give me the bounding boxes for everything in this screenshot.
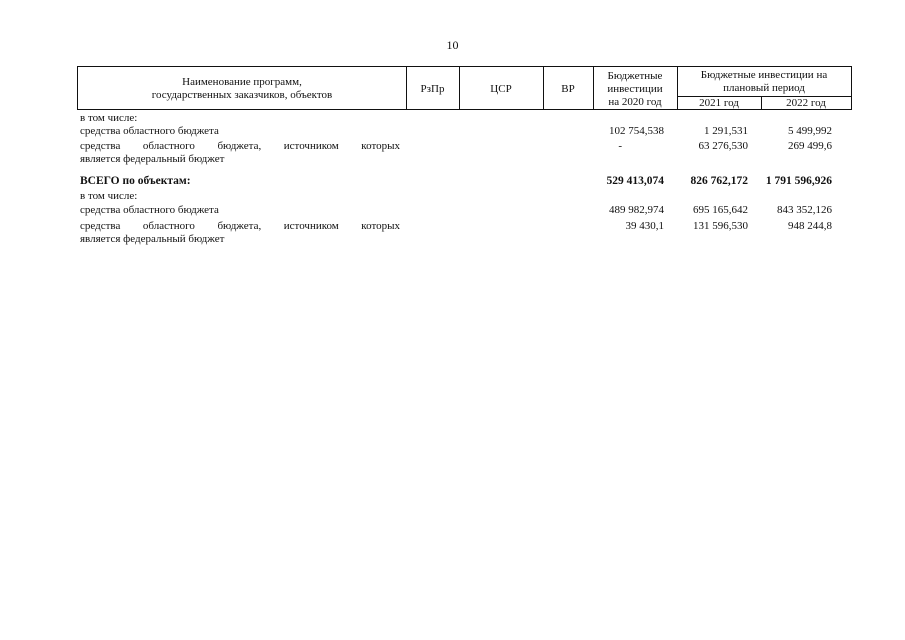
value-2020: 102 754,538 [609,125,664,137]
value-2021: 695 165,642 [693,204,748,216]
value-2020: 39 430,1 [625,220,664,232]
value-2021: 63 276,530 [698,140,748,152]
table-header [77,66,852,110]
header-csr: ЦСР [490,82,512,95]
table-row [80,112,852,125]
header-name-line2: государственных заказчиков, объектов [151,89,333,101]
header-name-line1: Наименование программ, [182,76,302,88]
row-label: средства областного бюджета [80,204,219,216]
row-label: средства областного бюджета [80,125,219,137]
value-2020: 529 413,074 [606,175,664,187]
value-2022: 948 244,8 [788,220,832,232]
row-label: ВСЕГО по объектам: [80,175,191,187]
header-plan-period [677,67,851,96]
header-vr: ВР [561,82,575,95]
table-row-total [80,175,852,188]
row-label: средства областного бюджета, источником которых [80,220,400,232]
table-row [80,153,852,166]
value-2021: 131 596,530 [693,220,748,232]
value-2022: 843 352,126 [777,204,832,216]
table-row [80,233,852,246]
value-2022: 1 791 596,926 [765,175,832,187]
table-row [80,204,852,217]
table-row [80,220,852,233]
header-invest-2020 [593,67,677,111]
header-invest-2020-line2: инвестиции [607,82,663,95]
value-2020: 489 982,974 [609,204,664,216]
header-invest-2020-line1: Бюджетные [607,69,663,82]
page-number: 10 [446,38,459,52]
value-2022: 5 499,992 [788,125,832,137]
value-2021: 1 291,531 [704,125,748,137]
table-row [80,125,852,138]
row-label: является федеральный бюджет [80,153,225,165]
header-plan-line1: Бюджетные инвестиции на [700,68,828,81]
row-label: в том числе: [80,112,138,124]
row-label: средства областного бюджета, источником которых [80,140,400,152]
row-label: в том числе: [80,190,138,202]
value-2022: 269 499,6 [788,140,832,152]
table-row [80,190,852,203]
header-invest-2020-line3: на 2020 год [608,95,662,108]
value-2020: - [618,140,622,152]
table-row [80,140,852,153]
row-label: является федеральный бюджет [80,233,225,245]
header-year-2022: 2022 год [786,96,826,109]
value-2021: 826 762,172 [690,175,748,187]
header-rzpr: РзПр [420,82,445,95]
header-plan-line2: плановый период [723,81,805,94]
header-year-2021: 2021 год [699,96,739,109]
header-name-column [78,67,406,111]
